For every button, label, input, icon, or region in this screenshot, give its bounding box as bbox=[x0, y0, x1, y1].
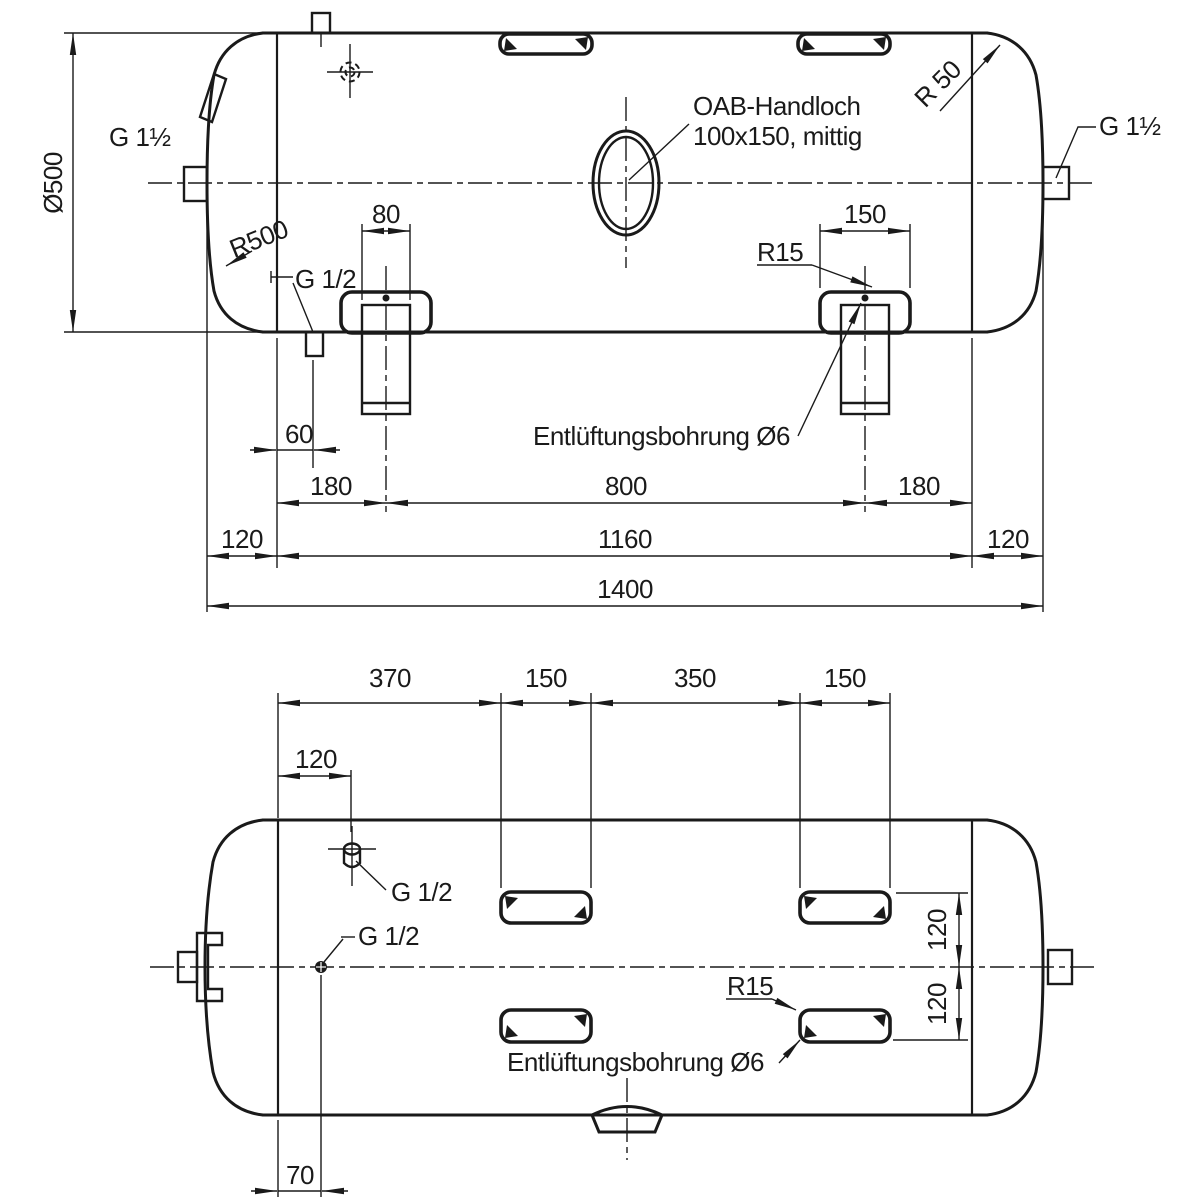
dim-text-120-upper: 120 bbox=[922, 909, 952, 951]
dim-text-1400: 1400 bbox=[597, 574, 653, 604]
dim-text-150-left: 150 bbox=[525, 663, 567, 693]
handhole-text-1: OAB-Handloch bbox=[693, 91, 861, 121]
dim-row-180-800-180 bbox=[277, 471, 972, 503]
r15-label-front: R15 bbox=[757, 237, 804, 267]
r15-callout-front bbox=[757, 237, 872, 287]
handhole-plan bbox=[592, 1078, 662, 1160]
port-top-label: G 1/2 bbox=[391, 877, 453, 907]
dim-text-180-right: 180 bbox=[898, 471, 940, 501]
front-view bbox=[38, 13, 1161, 612]
port-axis-label: G 1/2 bbox=[358, 921, 420, 951]
vent-label-plan: Entlüftungsbohrung Ø6 bbox=[507, 1047, 764, 1077]
dim-60 bbox=[250, 338, 340, 568]
dim-text-150-front: 150 bbox=[844, 199, 886, 229]
dim-text-120-offset: 120 bbox=[295, 744, 337, 774]
phantom-port bbox=[327, 44, 373, 98]
bottom-port-nozzle bbox=[306, 332, 323, 356]
left-port-nozzle bbox=[184, 167, 207, 201]
top-mounting-slots bbox=[500, 34, 890, 54]
vent-callout-front bbox=[533, 303, 861, 451]
dim-70 bbox=[251, 975, 348, 1197]
dim-text-800: 800 bbox=[605, 471, 647, 501]
top-port-nozzle bbox=[312, 13, 330, 47]
port-right-label: G 1½ bbox=[1099, 111, 1161, 141]
dim-text-120-right: 120 bbox=[987, 524, 1029, 554]
dim-text-120-lower: 120 bbox=[922, 983, 952, 1025]
dim-row-plan-top bbox=[278, 663, 890, 888]
dim-text-80: 80 bbox=[372, 199, 400, 229]
r15-label-plan: R15 bbox=[727, 971, 774, 1001]
r50-label: R 50 bbox=[908, 54, 967, 113]
r500-label: R500 bbox=[225, 213, 293, 264]
dim-text-60: 60 bbox=[285, 419, 313, 449]
r15-callout-plan bbox=[726, 971, 796, 1010]
vent-hole-dot-left bbox=[383, 295, 390, 302]
dim-text-120-left: 120 bbox=[221, 524, 263, 554]
dim-1400 bbox=[207, 574, 1043, 606]
port-bottom-label: G 1/2 bbox=[295, 264, 357, 294]
dim-text-180-left: 180 bbox=[310, 471, 352, 501]
dim-text-350: 350 bbox=[674, 663, 716, 693]
dim-text-370: 370 bbox=[369, 663, 411, 693]
axis-port-plan bbox=[315, 921, 419, 973]
vent-hole-dot-right bbox=[862, 295, 869, 302]
dim-text-diameter: Ø500 bbox=[38, 152, 68, 214]
plan-view bbox=[150, 663, 1095, 1197]
port-left-label: G 1½ bbox=[109, 122, 171, 152]
vent-callout-plan bbox=[507, 1040, 800, 1077]
dim-text-150-right: 150 bbox=[824, 663, 866, 693]
handhole-callout bbox=[629, 91, 862, 180]
dim-text-1160: 1160 bbox=[598, 524, 652, 554]
dim-text-70: 70 bbox=[286, 1160, 314, 1190]
port-right-callout bbox=[1056, 111, 1161, 178]
top-port-plan bbox=[328, 826, 452, 907]
radius-callouts bbox=[225, 45, 1000, 266]
vent-label-front: Entlüftungsbohrung Ø6 bbox=[533, 421, 790, 451]
handhole-text-2: 100x150, mittig bbox=[693, 121, 862, 151]
dim-row-120-1160-120 bbox=[207, 192, 1043, 612]
